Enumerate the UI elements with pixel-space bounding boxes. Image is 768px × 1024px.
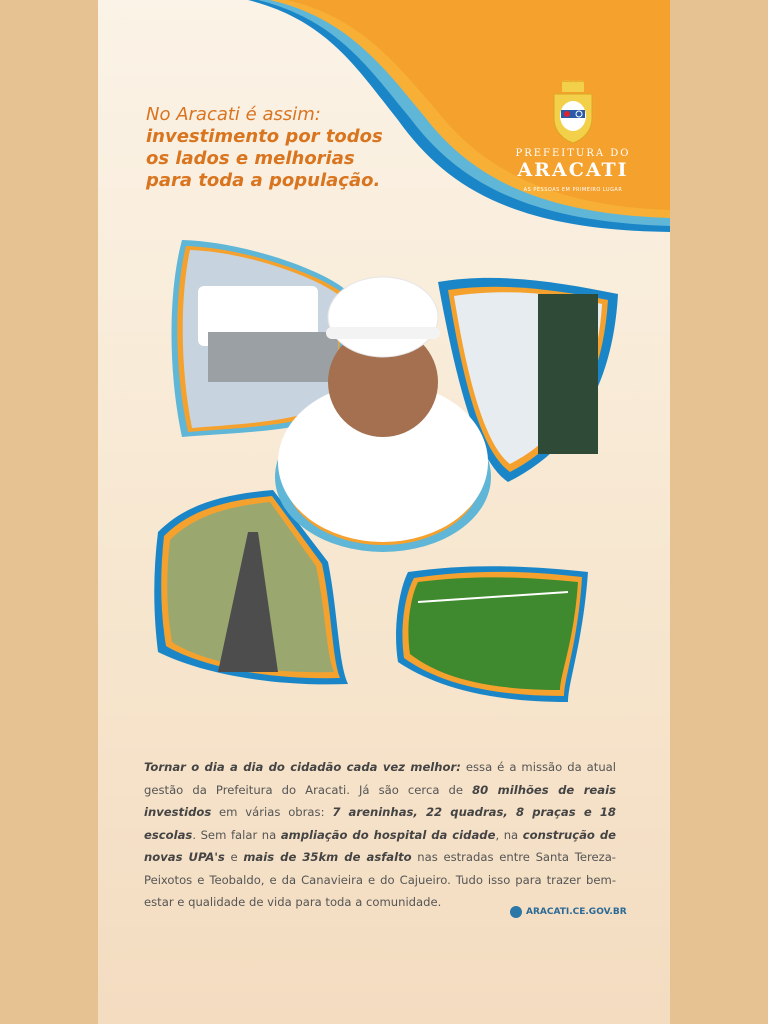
headline-main: investimento por todos os lados e melhorias para toda a população. [146,126,383,191]
logo-city-text: ARACATI [517,159,629,181]
headline-intro: No Aracati é assim: [146,104,321,125]
body-paragraph [144,756,616,914]
body-t12: nas estradas entre Santa Tereza-Peixotos e Teobaldo, e da Canavieira e do Cajueiro. Tudo isso para trazer bem-estar e qualidade de vida para toda a comunidade. [144,850,616,909]
logo-tagline: AS PESSOAS EM PRIMEIRO LUGAR [523,187,623,193]
website-link[interactable] [510,906,627,918]
body-t3: 80 milhões de reais investidos [144,782,616,819]
body-t5: 7 areninhas, 22 quadras, 8 praças e 18 escolas [144,805,616,842]
hard-hat [328,277,438,357]
body-t6: . Sem falar na [192,827,281,842]
body-t11: mais de 35km de asfalto [243,850,412,864]
body-t10: e [224,850,244,864]
website-text: ARACATI.CE.GOV.BR [526,907,627,917]
logo-prefeitura-text: PREFEITURA DO [515,148,631,159]
globe-icon [510,906,522,918]
poster [98,0,670,1024]
body-t4: em várias obras: [211,805,333,819]
body-t7: ampliação do hospital da cidade [280,827,496,842]
body-t2: essa é a missão da atual gestão da Prefeitura do Aracati. Já são cerca de [144,760,617,797]
coat-of-arms-icon [548,80,598,144]
body-t9: construção de novas UPA's [144,827,616,864]
prefeitura-logo [488,80,658,193]
body-t8: , na [495,827,523,842]
body-t1: Tornar o dia a dia do cidadão cada vez melhor: [144,760,461,774]
background-left [0,0,98,1024]
headline [146,104,396,192]
petal-collage [98,232,670,712]
background-right [670,0,768,1024]
